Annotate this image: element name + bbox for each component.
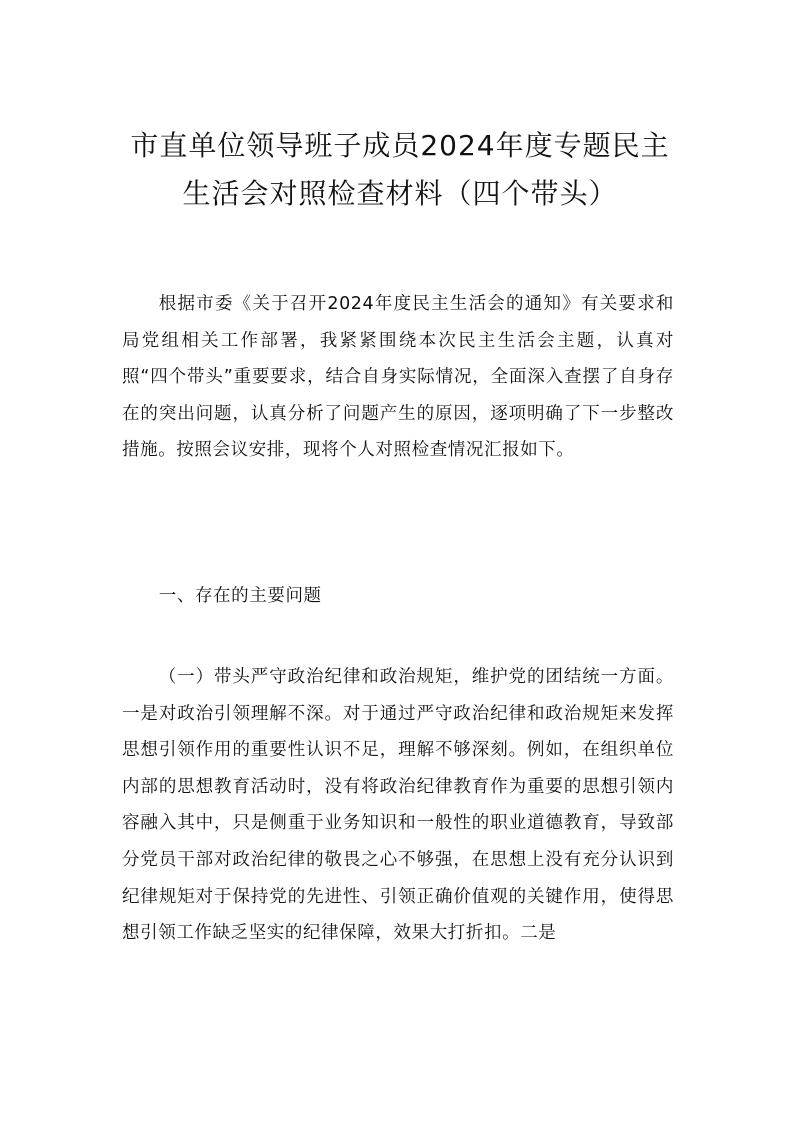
- document-title-line-2: 生活会对照检查材料（四个带头）: [182, 177, 618, 210]
- document-title-line-1: 市直单位领导班子成员2024年度专题民主: [130, 129, 670, 162]
- intro-paragraph: 根据市委《关于召开2024年度民主生活会的通知》有关要求和局党组相关工作部署，我紧紧围绕本次民主生活会主题，认真对照“四个带头”重要要求，结合自身实际情况，全面深入查摆了自身存在的突出问题，认真分析了问题产生的原因，逐项明确了下一步整改措施。按照会议安排，现将个人对照检查情况汇报如下。: [122, 294, 674, 461]
- section-heading: 一、存在的主要问题: [158, 586, 322, 606]
- section-paragraph: （一）带头严守政治纪律和政治规矩，维护党的团结统一方面。一是对政治引领理解不深。对于通过严守政治纪律和政治规矩来发挥思想引领作用的重要性认识不足，理解不够深刻。例如，在组织单位内部的思想教育活动时，没有将政治纪律教育作为重要的思想引领内容融入其中，只是侧重于业务知识和一般性的职业道德教育，导致部分党员干部对政治纪律的敬畏之心不够强，在思想上没有充分认识到纪律规矩对于保持党的先进性、引领正确价值观的关键作用，使得思想引领工作缺乏坚实的纪律保障，效果大打折扣。二是: [122, 667, 674, 944]
